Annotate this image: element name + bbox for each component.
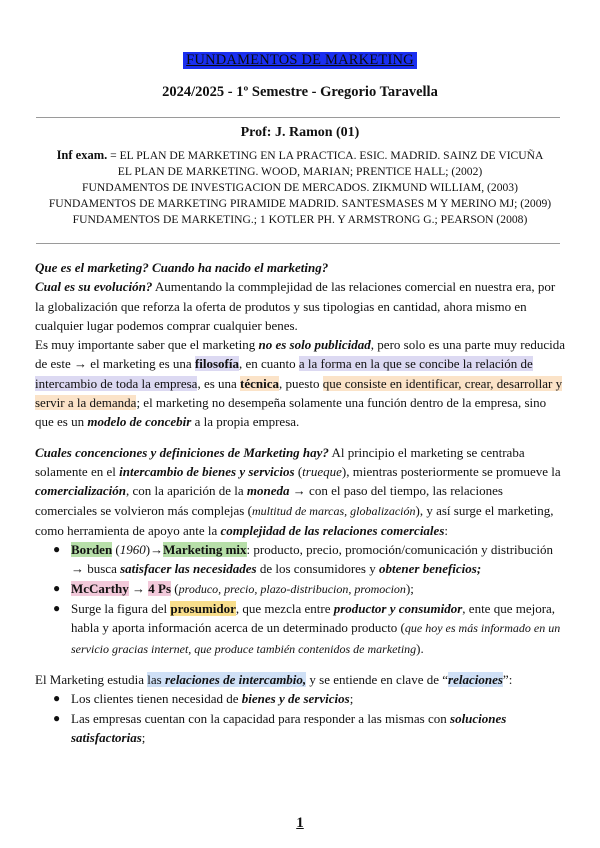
reference-line: Inf exam. = EL PLAN DE MARKETING EN LA PRACTICA. ESIC. MADRID. SAINZ DE VICUÑA <box>56 148 544 162</box>
references-block <box>22 147 578 228</box>
divider-bottom <box>36 243 560 244</box>
bullet-icon: ● <box>53 691 61 706</box>
list-item: ● Las empresas cuentan con la capacidad para responder a las mismas con soluciones satisfactorias; <box>53 710 507 745</box>
list-item: ● Surge la figura del prosumidor, que mezcla entre productor y consumidor, ente que mejora, habla y aporta información acerca de un determinado producto (que hoy es más informado en un servicio gracias internet, que produce también contenidos de marketing). <box>53 601 561 656</box>
professor-line: Prof: J. Ramon (01) <box>240 125 360 140</box>
bullet-icon: ● <box>53 542 61 557</box>
paragraph-philosophy: Es muy importante saber que el marketing no es solo publicidad, pero solo es una parte muy reducida de este → el marketing es una filosofía, en cuanto a la forma en la que se concibe la relación de intercambio de toda la empresa, es una técnica, puesto que consiste en identificar, crear, desarrollar y servir a la demanda; el marketing no desempeña solamente una función dentro de la empresa, sino que es un modelo de concebir a la propia empresa. <box>35 337 566 430</box>
title-block <box>0 51 600 69</box>
reference-line: FUNDAMENTOS DE INVESTIGACION DE MERCADOS. ZIKMUND WILLIAM, (2003) <box>82 181 518 194</box>
document-subtitle: 2024/2025 - 1º Semestre - Gregorio Taravella <box>162 84 438 100</box>
divider-top <box>36 117 560 118</box>
bullet-icon: ● <box>53 580 61 595</box>
reference-line: EL PLAN DE MARKETING. WOOD, MARIAN; PRENTICE HALL; (2002) <box>117 165 483 178</box>
references-label: Inf exam. <box>56 148 108 162</box>
paragraph-relations: El Marketing estudia las relaciones de intercambio, y se entiende en clave de “relaciones”: <box>35 671 513 687</box>
section-heading: Cuales concenciones y definiciones de Marketing hay? <box>35 444 329 460</box>
bullet-icon: ● <box>53 601 61 616</box>
page-number: 1 <box>296 815 304 831</box>
paragraph-evolution: Cual es su evolución? Aumentando la commplejidad de las relaciones comercial en nuestra era, por la globalización que reforza la oferta de produtos y sus tipologias en cantidad, ahora mismo en cualquier lugar podemos comprar cualquier benes. <box>35 279 556 333</box>
section-heading: Que es el marketing? Cuando ha nacido el marketing? <box>35 260 329 275</box>
reference-line: FUNDAMENTOS DE MARKETING.; 1 KOTLER PH. Y ARMSTRONG G.; PEARSON (2008) <box>72 213 528 226</box>
bullet-icon: ● <box>53 710 61 725</box>
relations-list <box>35 689 565 747</box>
list-item: ● Los clientes tienen necesidad de bienes y de servicios; <box>71 689 565 708</box>
reference-line: FUNDAMENTOS DE MARKETING PIRAMIDE MADRID. SANTESMASES M Y MERINO MJ; (2009) <box>48 197 552 210</box>
list-item: ● McCarthy → 4 Ps (produco, precio, plazo-distribucion, promocion); <box>71 579 565 599</box>
definitions-list <box>35 540 565 659</box>
list-item: ● Borden (1960)→Marketing mix: producto, precio, promoción/comunicación y distribución → busca satisfacer las necesidades de los consumidores y obtener beneficios; <box>53 542 554 577</box>
paragraph-definitions: Cuales concenciones y definiciones de Marketing hay? Al principio el marketing se centraba solamente en el intercambio de bienes y servicios (trueque), mientras posteriormente se promueve la comercialización, con la aparición de la moneda → con el paso del tiempo, las relaciones comerciales se volvieron más complejas (multitud de marcas, globalización), y así surge el marketing, como herramienta de apoyo ante la complejidad de las relaciones comerciales: <box>35 444 561 538</box>
document-body <box>35 258 565 747</box>
document-title: FUNDAMENTOS DE MARKETING <box>183 52 417 69</box>
